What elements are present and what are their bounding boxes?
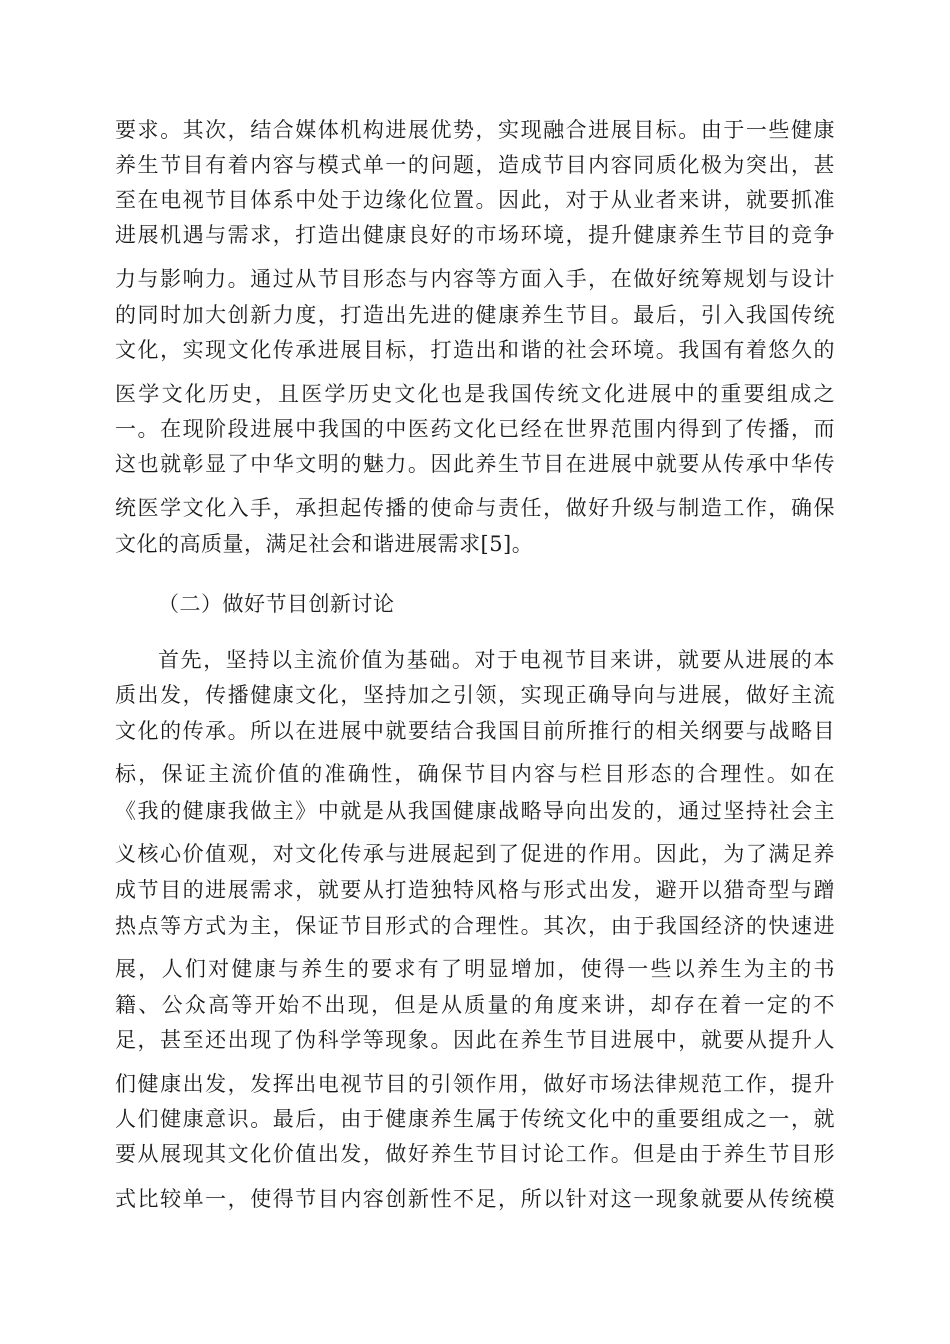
paragraph-1-line: 进展机遇与需求，打造出健康良好的市场环境，提升健康养生节目的竞争 [115, 223, 835, 247]
paragraph-2-line: 成节目的进展需求，就要从打造独特风格与形式出发，避开以猎奇型与蹭 [115, 878, 835, 902]
paragraph-2-line: 式比较单一，使得节目内容创新性不足，所以针对这一现象就要从传统模 [115, 1187, 835, 1211]
paragraph-2-line: 们健康出发，发挥出电视节目的引领作用，做好市场法律规范工作，提升 [115, 1072, 835, 1096]
paragraph-1-line: 力与影响力。通过从节目形态与内容等方面入手，在做好统筹规划与设计 [115, 267, 835, 291]
section-heading: （二）做好节目创新讨论 [158, 592, 395, 616]
paragraph-2-first-line: 首先，坚持以主流价值为基础。对于电视节目来讲，就要从进展的本 [158, 648, 835, 672]
paragraph-1-line: 的同时加大创新力度，打造出先进的健康养生节目。最后，引入我国传统 [115, 303, 835, 327]
paragraph-1-line: 统医学文化入手，承担起传播的使命与责任，做好升级与制造工作，确保 [115, 496, 835, 520]
paragraph-2-line: 人们健康意识。最后，由于健康养生属于传统文化中的重要组成之一，就 [115, 1107, 835, 1131]
paragraph-1-line: 这也就彰显了中华文明的魅力。因此养生节目在进展中就要从传承中华传 [115, 452, 835, 476]
paragraph-1-last-line: 文化的高质量，满足社会和谐进展需求[5]。 [115, 532, 534, 556]
paragraph-2-line: 足，甚至还出现了伪科学等现象。因此在养生节目进展中，就要从提升人 [115, 1028, 835, 1052]
paragraph-2-line: 热点等方式为主，保证节目形式的合理性。其次，由于我国经济的快速进 [115, 914, 835, 938]
paragraph-2-line: 质出发，传播健康文化，坚持加之引领，实现正确导向与进展，做好主流 [115, 683, 835, 707]
paragraph-2-line: 义核心价值观，对文化传承与进展起到了促进的作用。因此，为了满足养 [115, 842, 835, 866]
paragraph-1-line: 一。在现阶段进展中我国的中医药文化已经在世界范围内得到了传播，而 [115, 417, 835, 441]
paragraph-1-line: 要求。其次，结合媒体机构进展优势，实现融合进展目标。由于一些健康 [115, 118, 835, 142]
paragraph-1-line: 医学文化历史，且医学历史文化也是我国传统文化进展中的重要组成之 [115, 382, 835, 406]
paragraph-2-line: 《我的健康我做主》中就是从我国健康战略导向出发的，通过坚持社会主 [115, 799, 835, 823]
paragraph-2-line: 要从展现其文化价值出发，做好养生节目讨论工作。但是由于养生节目形 [115, 1142, 835, 1166]
paragraph-2-line: 展，人们对健康与养生的要求有了明显增加，使得一些以养生为主的书 [115, 957, 835, 981]
paragraph-2-line: 籍、公众高等开始不出现，但是从质量的角度来讲，却存在着一定的不 [115, 993, 835, 1017]
paragraph-1-line: 文化，实现文化传承进展目标，打造出和谐的社会环境。我国有着悠久的 [115, 338, 835, 362]
paragraph-2-line: 标，保证主流价值的准确性，确保节目内容与栏目形态的合理性。如在 [115, 762, 835, 786]
paragraph-1-line: 养生节目有着内容与模式单一的问题，造成节目内容同质化极为突出，甚 [115, 153, 835, 177]
paragraph-2-line: 文化的传承。所以在进展中就要结合我国目前所推行的相关纲要与战略目 [115, 719, 835, 743]
paragraph-1-line: 至在电视节目体系中处于边缘化位置。因此，对于从业者来讲，就要抓准 [115, 188, 835, 212]
